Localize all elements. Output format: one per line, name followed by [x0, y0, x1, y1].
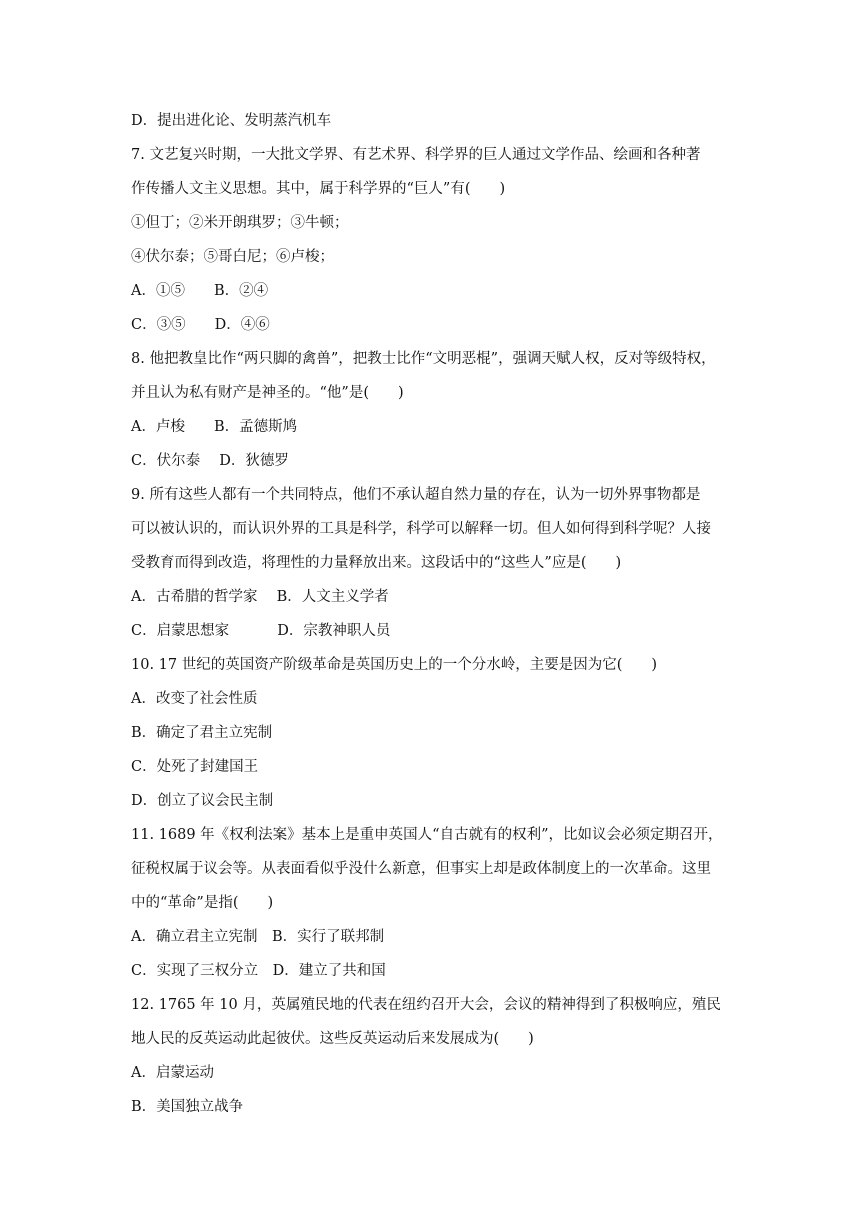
question-7-line-1: 7. 文艺复兴时期，一大批文学界、有艺术界、科学界的巨人通过文学作品、绘画和各种著 [131, 147, 701, 163]
question-10-option-d: D．创立了议会民主制 [131, 793, 274, 809]
question-10-option-a: A．改变了社会性质 [131, 691, 258, 707]
question-9-options-ab: A．古希腊的哲学家 B．人文主义学者 [131, 589, 389, 605]
question-7-options-cd: C．③⑤ D．④⑥ [131, 317, 270, 333]
question-7-items-1: ①但丁；②米开朗琪罗；③牛顿； [131, 215, 349, 231]
question-7-line-2: 作传播人文主义思想。其中，属于科学界的“巨人”有( ) [131, 181, 506, 197]
option-6d: D．提出进化论、发明蒸汽机车 [131, 113, 332, 129]
question-10-line-1: 10. 17 世纪的英国资产阶级革命是英国历史上的一个分水岭，主要是因为它( ) [131, 657, 658, 673]
question-8-options-cd: C．伏尔泰 D．狄德罗 [131, 453, 289, 469]
question-11-line-3: 中的“革命”是指( ) [131, 895, 274, 911]
question-11-options-ab: A．确立君主立宪制 B．实行了联邦制 [131, 929, 385, 945]
question-7-items-2: ④伏尔泰；⑤哥白尼；⑥卢梭； [131, 249, 334, 265]
question-12-option-a: A．启蒙运动 [131, 1065, 214, 1081]
question-8-line-1: 8. 他把教皇比作“两只脚的禽兽”，把教士比作“文明恶棍”，强调天赋人权，反对等级特权， [131, 351, 716, 367]
question-10-option-c: C．处死了封建国王 [131, 759, 259, 775]
question-11-line-2: 征税权属于议会等。从表面看似乎没什么新意，但事实上却是政体制度上的一次革命。这里 [131, 861, 711, 877]
question-12-line-2: 地人民的反英运动此起彼伏。这些反英运动后来发展成为( ) [131, 1031, 534, 1047]
question-9-line-2: 可以被认识的，而认识外界的工具是科学，科学可以解释一切。但人如何得到科学呢？人接 [131, 521, 711, 537]
question-11-options-cd: C．实现了三权分立 D．建立了共和国 [131, 963, 386, 979]
question-9-options-cd: C．启蒙思想家 D．宗教神职人员 [131, 623, 391, 639]
question-9-line-1: 9. 所有这些人都有一个共同特点，他们不承认超自然力量的存在，认为一切外界事物都是 [131, 487, 701, 503]
question-10-option-b: B．确定了君主立宪制 [131, 725, 273, 741]
question-12-option-b: B．美国独立战争 [131, 1099, 244, 1115]
question-12-line-1: 12. 1765 年 10 月，英属殖民地的代表在纽约召开大会，会议的精神得到了积极响应，殖民 [131, 997, 721, 1013]
question-7-options-ab: A．①⑤ B．②④ [131, 283, 269, 299]
question-9-line-3: 受教育而得到改造，将理性的力量释放出来。这段话中的“这些人”应是( ) [131, 555, 622, 571]
question-8-line-2: 并且认为私有财产是神圣的。“他”是( ) [131, 385, 404, 401]
question-11-line-1: 11. 1689 年《权利法案》基本上是重申英国人“自古就有的权利”，比如议会必须定期召开， [131, 827, 723, 843]
question-8-options-ab: A．卢梭 B．孟德斯鸠 [131, 419, 298, 435]
